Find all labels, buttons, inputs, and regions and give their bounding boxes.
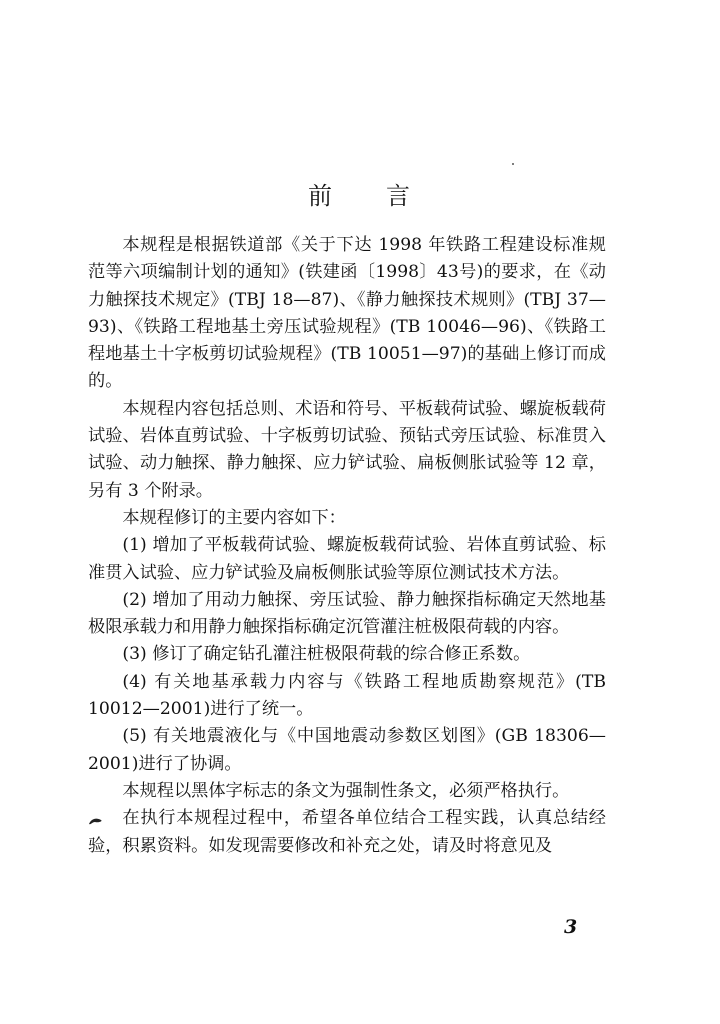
paragraph-4: (1) 增加了平板载荷试验、螺旋板载荷试验、岩体直剪试验、标准贯入试验、应力铲试验及扁板侧胀试验等原位测试技术方法。 (88, 535, 606, 583)
scan-speck (512, 163, 514, 165)
ink-smudge (87, 816, 105, 828)
paragraph-6: (3) 修订了确定钻孔灌注桩极限荷载的综合修正系数。 (122, 644, 531, 665)
paragraph-9: 本规程以黑体字标志的条文为强制性条文，必须严格执行。 (122, 780, 570, 801)
paragraph-3: 本规程修订的主要内容如下： (122, 507, 346, 528)
paragraph-8: (5) 有关地震液化与《中国地震动参数区划图》(GB 18306—2001)进行了协调。 (88, 726, 606, 774)
paragraph-2: 本规程内容包括总则、术语和符号、平板载荷试验、螺旋板载荷试验、岩体直剪试验、十字板剪切试验、预钻式旁压试验、标准贯入试验、动力触探、静力触探、应力铲试验、扁板侧胀试验等 12 章，另有 3 个附录。 (88, 398, 606, 501)
paragraph-1: 本规程是根据铁道部《关于下达 1998 年铁路工程建设标准规范等六项编制计划的通知》(铁建函〔1998〕43号)的要求，在《动力触探技术规定》(TBJ 18—87)、《静力触探技术规则》(TBJ 37—93)、《铁路工程地基土旁压试验规程》(TB 10046—96)、《铁路工程地基土十字板剪切试验规程》(TB 10051—97)的基础上修订而成的。 (88, 235, 606, 392)
paragraph-7: (4) 有关地基承载力内容与《铁路工程地质勘察规范》(TB 10012—2001)进行了统一。 (88, 671, 606, 720)
title-char-2: 言 (386, 182, 412, 210)
paragraph-10: 在执行本规程过程中，希望各单位结合工程实践，认真总结经验，积累资料。如发现需要修改和补充之处，请及时将意见及 (88, 808, 606, 856)
preface-body (88, 232, 606, 860)
page-title (0, 176, 720, 211)
title-char-1: 前 (308, 182, 334, 210)
paragraph-5: (2) 增加了用动力触探、旁压试验、静力触探指标确定天然地基极限承载力和用静力触探指标确定沉管灌注桩极限荷载的内容。 (88, 589, 606, 638)
page-number: 3 (564, 916, 578, 938)
